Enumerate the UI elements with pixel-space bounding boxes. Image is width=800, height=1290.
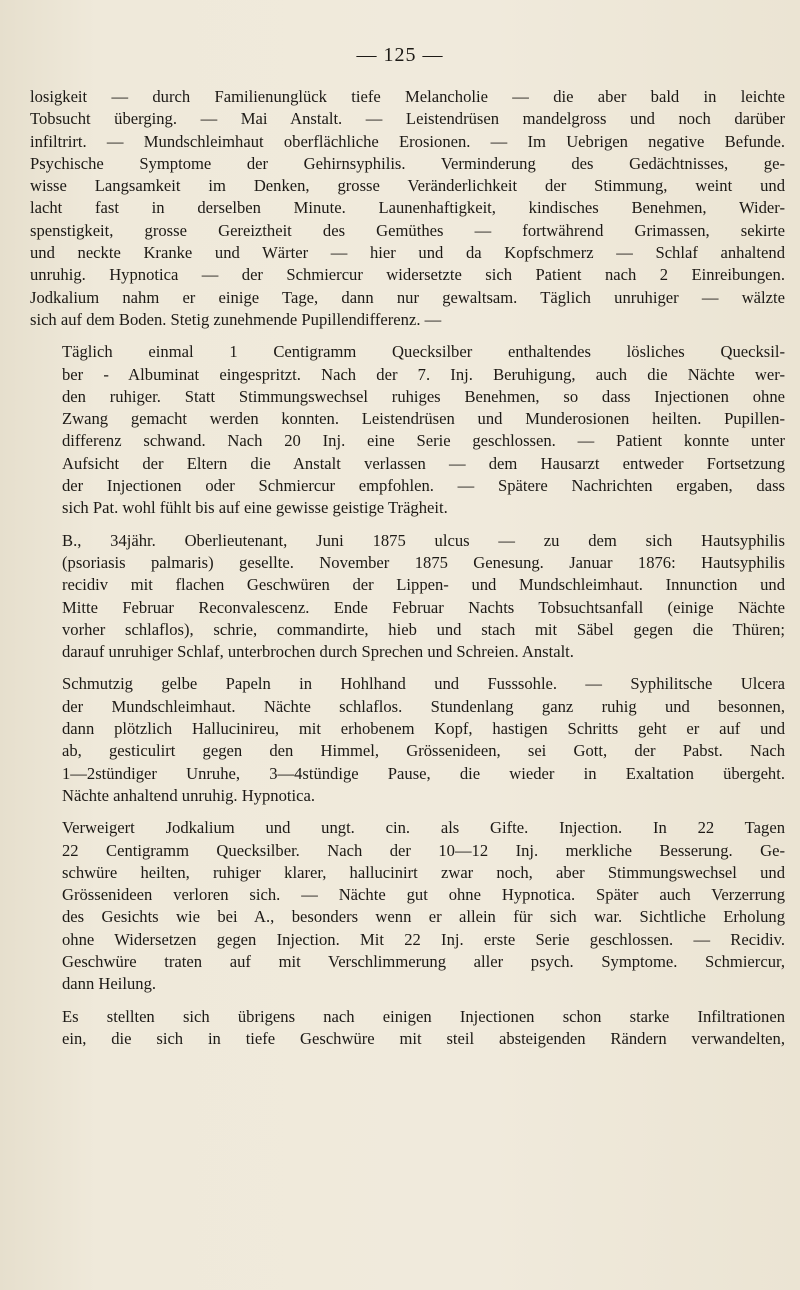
paragraph bbox=[30, 673, 785, 807]
text-line: 22 Centigramm Quecksilber. Nach der 10—12 Inj. merkliche Besserung. Ge- bbox=[62, 840, 785, 860]
text-line: vorher schlaflos), schrie, commandirte, hieb und stach mit Säbel gegen die Thüren; bbox=[62, 619, 785, 639]
text-line: ein, die sich in tiefe Geschwüre mit steil absteigenden Rändern verwandelten, bbox=[62, 1028, 785, 1048]
text-line: dann plötzlich Hallucinireu, mit erhobenem Kopf, hastigen Schritts geht er auf und bbox=[62, 719, 785, 739]
text-line: schwüre heilten, ruhiger klarer, hallucinirt zwar noch, aber Stimmungswechsel und bbox=[62, 862, 785, 882]
text-line: recidiv mit flachen Geschwüren der Lippen- und Mundschleimhaut. Innunction und bbox=[62, 575, 785, 595]
text-line: sich auf dem Boden. Stetig zunehmende Pupillendifferenz. — bbox=[30, 309, 442, 329]
text-line: lacht fast in derselben Minute. Launenhaftigkeit, kindisches Benehmen, Wider- bbox=[30, 198, 785, 218]
text-line: Täglich einmal 1 Centigramm Quecksilber enthaltendes lösliches Quecksil- bbox=[62, 342, 785, 362]
text-line: Verweigert Jodkalium und ungt. cin. als Gifte. Injection. In 22 Tagen bbox=[62, 818, 785, 838]
text-line: Mitte Februar Reconvalescenz. Ende Februar Nachts Tobsuchtsanfall (einige Nächte bbox=[62, 597, 785, 617]
text-line: (psoriasis palmaris) gesellte. November 1875 Genesung. Januar 1876: Hautsyphilis bbox=[62, 552, 785, 572]
text-line: Schmutzig gelbe Papeln in Hohlhand und Fusssohle. — Syphilitsche Ulcera bbox=[62, 674, 785, 694]
text-line: ber - Albuminat eingespritzt. Nach der 7. Inj. Beruhigung, auch die Nächte wer- bbox=[62, 364, 785, 384]
text-line: der Mundschleimhaut. Nächte schlaflos. Stundenlang ganz ruhig und besonnen, bbox=[62, 696, 785, 716]
page-number: — 125 — bbox=[356, 44, 444, 66]
text-line: Nächte anhaltend unruhig. Hypnotica. bbox=[62, 785, 315, 805]
text-line: wisse Langsamkeit im Denken, grosse Veränderlichkeit der Stimmung, weint und bbox=[30, 176, 785, 196]
text-line: dann Heilung. bbox=[62, 974, 157, 994]
body-text bbox=[30, 86, 785, 1060]
text-line: der Injectionen oder Schmiercur empfohlen. — Spätere Nachrichten ergaben, dass bbox=[62, 476, 785, 496]
text-line: Geschwüre traten auf mit Verschlimmerung aller psych. Symptome. Schmiercur, bbox=[62, 951, 785, 971]
text-line: Es stellten sich übrigens nach einigen Injectionen schon starke Infiltrationen bbox=[62, 1006, 785, 1026]
text-line: infiltrirt. — Mundschleimhaut oberflächliche Erosionen. — Im Uebrigen negative Befunde. bbox=[30, 131, 785, 151]
text-line: 1—2stündiger Unruhe, 3—4stündige Pause, die wieder in Exaltation übergeht. bbox=[62, 763, 785, 783]
text-line: spenstigkeit, grosse Gereiztheit des Gemüthes — fortwährend Grimassen, sekirte bbox=[30, 220, 785, 240]
text-line: Zwang gemacht werden konnten. Leistendrüsen und Munderosionen heilten. Pupillen- bbox=[62, 409, 785, 429]
text-line: losigkeit — durch Familienunglück tiefe Melancholie — die aber bald in leichte bbox=[30, 87, 785, 106]
paragraph bbox=[30, 817, 785, 995]
text-line: Tobsucht überging. — Mai Anstalt. — Leistendrüsen mandelgross und noch darüber bbox=[30, 109, 785, 129]
text-line: Jodkalium nahm er einige Tage, dann nur gewaltsam. Täglich unruhiger — wälzte bbox=[30, 287, 785, 307]
text-line: differenz schwand. Nach 20 Inj. eine Serie geschlossen. — Patient konnte unter bbox=[62, 431, 785, 451]
paragraph bbox=[30, 1006, 785, 1051]
text-line: Psychische Symptome der Gehirnsyphilis. Verminderung des Gedächtnisses, ge- bbox=[30, 153, 785, 173]
paragraph bbox=[30, 341, 785, 519]
text-line: und neckte Kranke und Wärter — hier und da Kopfschmerz — Schlaf anhaltend bbox=[30, 243, 785, 263]
paragraph bbox=[30, 530, 785, 664]
paragraph bbox=[30, 86, 785, 331]
text-line: Grössenideen verloren sich. — Nächte gut ohne Hypnotica. Später auch Verzerrung bbox=[62, 885, 785, 905]
text-line: B., 34jähr. Oberlieutenant, Juni 1875 ulcus — zu dem sich Hautsyphilis bbox=[62, 530, 785, 550]
text-line: ab, gesticulirt gegen den Himmel, Grössenideen, sei Gott, der Pabst. Nach bbox=[62, 741, 785, 761]
text-line: Aufsicht der Eltern die Anstalt verlassen — dem Hausarzt entweder Fortsetzung bbox=[62, 453, 785, 473]
text-line: ohne Widersetzen gegen Injection. Mit 22 Inj. erste Serie geschlossen. — Recidiv. bbox=[62, 929, 785, 949]
text-line: sich Pat. wohl fühlt bis auf eine gewisse geistige Trägheit. bbox=[62, 498, 448, 518]
text-line: den ruhiger. Statt Stimmungswechsel ruhiges Benehmen, so dass Injectionen ohne bbox=[62, 386, 785, 406]
text-line: unruhig. Hypnotica — der Schmiercur widersetzte sich Patient nach 2 Einreibungen. bbox=[30, 265, 785, 285]
text-line: darauf unruhiger Schlaf, unterbrochen durch Sprechen und Schreien. Anstalt. bbox=[62, 642, 574, 662]
text-line: des Gesichts wie bei A., besonders wenn er allein für sich war. Sichtliche Erholung bbox=[62, 907, 785, 927]
